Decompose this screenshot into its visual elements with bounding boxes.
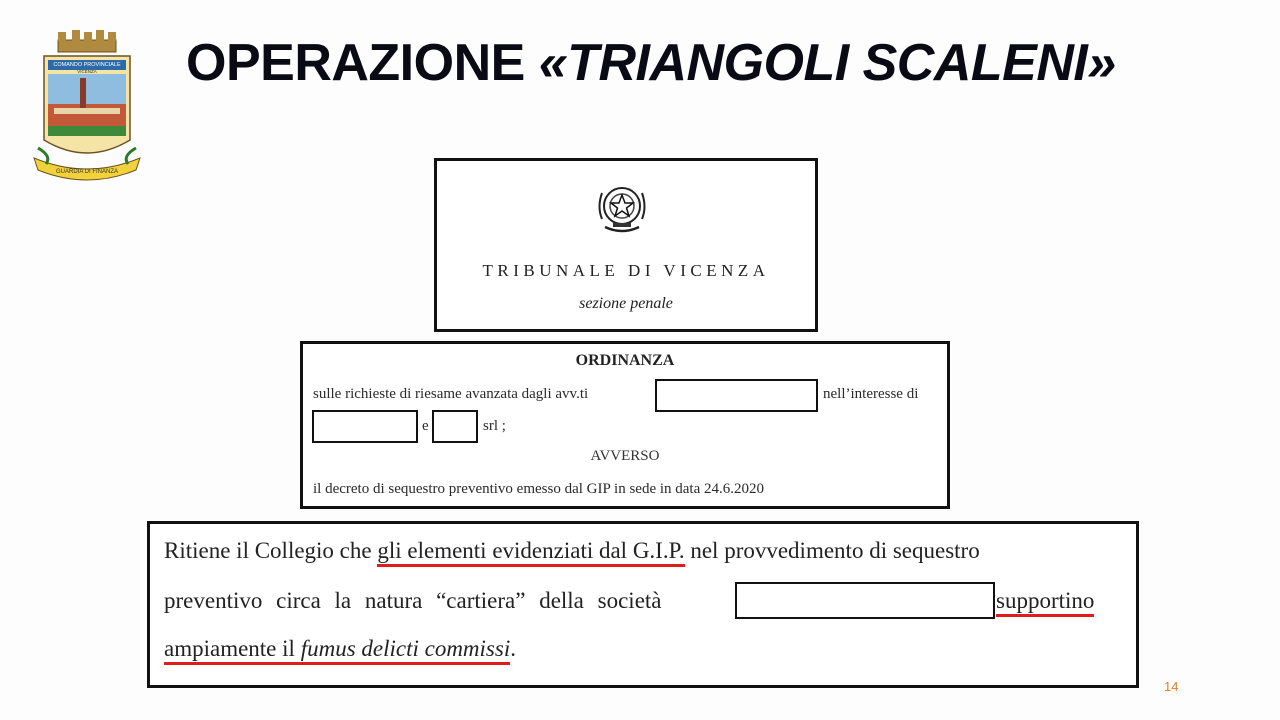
ritiene-l1-underlined: gli elementi evidenziati dal G.I.P. (377, 538, 684, 567)
crest-banner-text: GUARDIA DI FINANZA (55, 169, 119, 175)
ritiene-line-3 (164, 636, 516, 662)
page-number: 14 (1164, 679, 1179, 694)
ritiene-line-1 (164, 538, 980, 564)
ritiene-quote-box (147, 521, 1139, 688)
redacted-party-box-1 (312, 410, 418, 443)
tribunale-section: sezione penale (579, 295, 673, 312)
ordinanza-srl-text: srl ; (483, 418, 506, 434)
ordinanza-title: ORDINANZA (575, 352, 675, 369)
ritiene-line-2-underlined (996, 588, 1094, 614)
ritiene-l1-end: nel provvedimento di sequestro (684, 538, 980, 563)
ritiene-l2-supportino: supportino (996, 588, 1094, 617)
ritiene-l1-start: Ritiene il Collegio che (164, 538, 378, 563)
tribunale-name: TRIBUNALE DI VICENZA (482, 261, 770, 280)
ordinanza-line1-text: sulle richieste di riesame avanzata dagli avv.ti (313, 386, 589, 402)
ritiene-l3-plain: ampiamente il (164, 636, 301, 661)
ritiene-line-2: preventivo circa la natura “cartiera” della società (164, 588, 662, 613)
title-italic: «TRIANGOLI SCALENI» (538, 34, 1116, 92)
ordinanza-box (300, 341, 950, 509)
ritiene-l3-underlined (164, 636, 510, 665)
tribunale-header-box (434, 158, 818, 332)
redacted-lawyers-box (655, 379, 818, 412)
redacted-party-box-2 (432, 410, 478, 443)
slide-title (186, 30, 1186, 96)
ritiene-l3-italic: fumus delicti commissi (300, 636, 511, 661)
ordinanza-avverso: AVVERSO (590, 448, 660, 464)
title-plain: OPERAZIONE (186, 34, 539, 92)
crest-top-text: COMANDO PROVINCIALE (53, 62, 121, 68)
ordinanza-line1-right-text: nell’interesse di (823, 386, 919, 402)
ordinanza-conjunction: e (422, 418, 429, 434)
ordinanza-decree-line: il decreto di sequestro preventivo emesso dal GIP in sede in data 24.6.2020 (313, 481, 765, 497)
ritiene-l3-end: . (510, 636, 516, 661)
guardia-di-finanza-crest-logo (32, 30, 142, 182)
redacted-company-box (735, 582, 995, 619)
italian-republic-emblem-icon (593, 179, 651, 237)
crest-city-text: VICENZA (77, 69, 97, 74)
